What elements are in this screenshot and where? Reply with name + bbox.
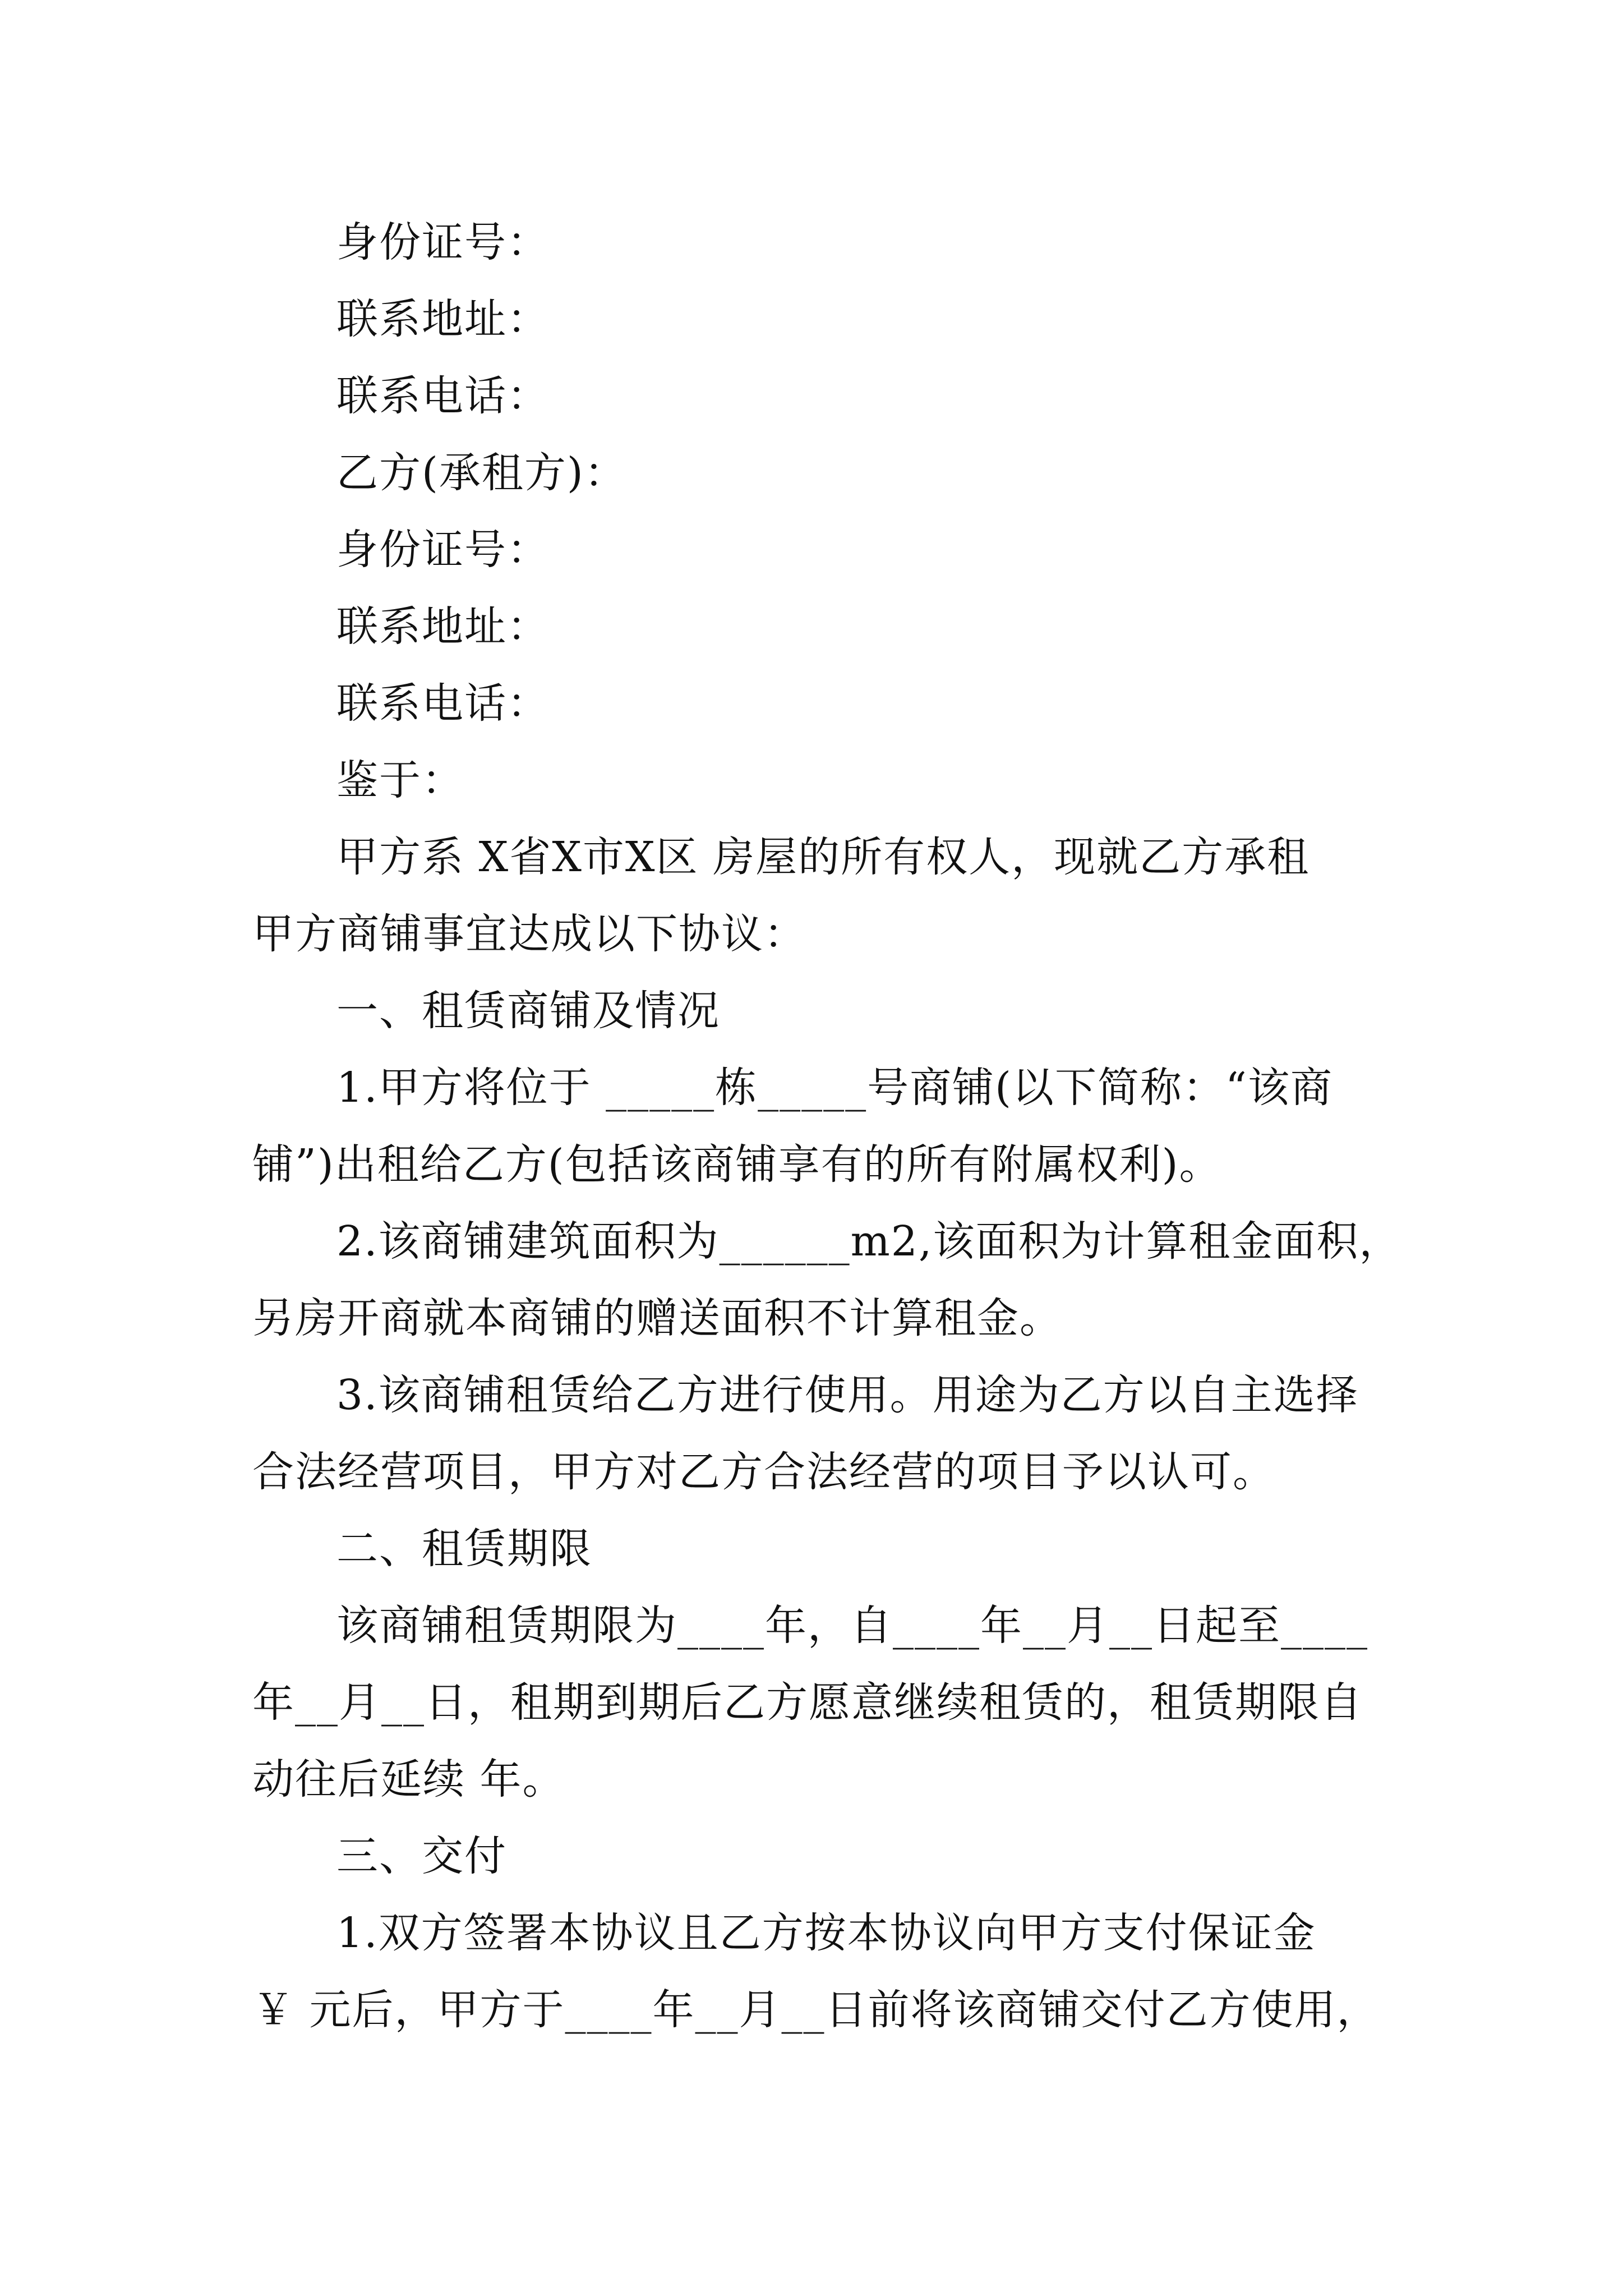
text-line: 动往后延续 年。 xyxy=(252,1755,565,1803)
text-line: 另房开商就本商铺的赠送面积不计算租金。 xyxy=(252,1294,1062,1342)
text-line: 铺”)出租给乙方(包括该商铺享有的所有附属权利)。 xyxy=(252,1140,1222,1189)
text-line: 身份证号： xyxy=(336,218,550,266)
text-line: 身份证号： xyxy=(336,526,550,574)
text-line: 一、租赁商铺及情况 xyxy=(336,987,720,1035)
text-line: 联系电话： xyxy=(336,372,550,420)
text-line: 联系电话： xyxy=(336,679,550,728)
text-line: 该商铺租赁期限为____年，自____年__月__日起至____ xyxy=(336,1602,1368,1650)
text-line: 三、交付 xyxy=(336,1832,507,1880)
text-line: 3.该商铺租赁给乙方进行使用。用途为乙方以自主选择 xyxy=(336,1371,1359,1419)
text-line: 乙方(承租方)： xyxy=(336,449,627,497)
text-line: 鉴于： xyxy=(336,756,464,804)
text-line: ￥ 元后，甲方于____年__月__日前将该商铺交付乙方使用， xyxy=(252,1986,1380,2034)
text-line: 1.双方签署本协议且乙方按本协议向甲方支付保证金 xyxy=(336,1909,1316,1957)
text-line: 合法经营项目，甲方对乙方合法经营的项目予以认可。 xyxy=(252,1448,1275,1496)
text-line: 甲方系 X省X市X区 房屋的所有权人，现就乙方承租 xyxy=(336,833,1310,881)
text-line: 联系地址： xyxy=(336,602,550,651)
text-line: 联系地址： xyxy=(336,295,550,343)
text-line: 2.该商铺建筑面积为______m2,该面积为计算租金面积， xyxy=(336,1217,1402,1266)
text-line: 甲方商铺事宜达成以下协议： xyxy=(252,910,806,958)
text-line: 二、租赁期限 xyxy=(336,1525,592,1573)
text-line: 年__月__日，租期到期后乙方愿意继续租赁的，租赁期限自 xyxy=(252,1678,1363,1727)
text-line: 1.甲方将位于 _____栋_____号商铺(以下简称：“该商 xyxy=(336,1064,1333,1112)
